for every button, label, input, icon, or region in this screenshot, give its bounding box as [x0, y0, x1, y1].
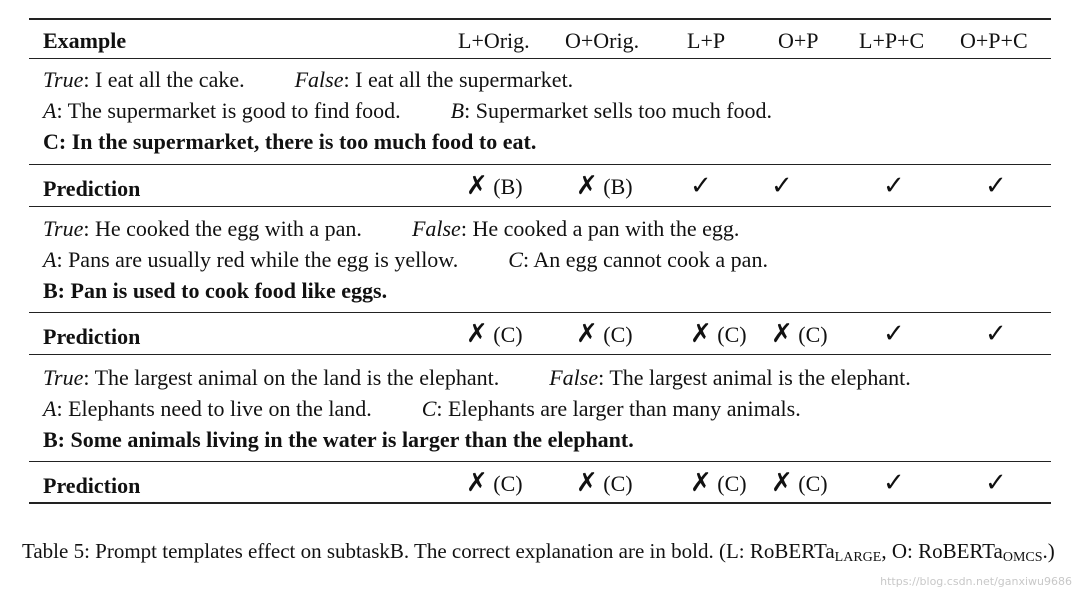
prediction-cell: [985, 321, 1007, 348]
group3-correct: B: Some animals living in the water is larger than the elephant.: [43, 427, 634, 452]
cross-icon: ✗: [690, 468, 712, 498]
group2-line1: [43, 216, 739, 242]
check-icon: ✓: [883, 468, 905, 498]
prediction-cell: [690, 173, 712, 200]
cross-icon: ✗: [771, 468, 793, 498]
group2-pred-rule: [29, 354, 1051, 355]
header-example: Example: [43, 28, 127, 53]
false-label: False: [411, 216, 461, 241]
header-rule: [29, 58, 1051, 59]
cross-icon: ✗: [576, 319, 598, 349]
cross-icon: ✗: [576, 171, 598, 201]
group3-line2: [43, 396, 801, 422]
top-rule: [29, 18, 1051, 20]
prediction-cell: [771, 321, 828, 348]
check-icon: ✓: [985, 319, 1007, 349]
group2-prediction-label: Prediction: [43, 324, 141, 349]
cross-icon: ✗: [466, 171, 488, 201]
option-c-label: C: [421, 396, 437, 421]
group2-line2: [43, 247, 768, 273]
group1-correct: C: In the supermarket, there is too much food to eat.: [43, 129, 537, 154]
option-a-text: : The supermarket is good to find food.: [56, 98, 401, 123]
group1-pred-rule: [29, 206, 1051, 207]
group1-line1: [43, 67, 573, 93]
prediction-cell: [690, 321, 747, 348]
group1-line2: [43, 98, 772, 124]
prediction-cell: [883, 321, 905, 348]
false-sentence: : He cooked a pan with the egg.: [460, 216, 740, 241]
prediction-note: (C): [792, 471, 828, 496]
cross-icon: ✗: [690, 319, 712, 349]
caption-sub-omcs: OMCS: [1002, 550, 1043, 565]
prediction-note: (C): [597, 322, 633, 347]
prediction-note: (B): [597, 174, 633, 199]
check-icon: ✓: [883, 171, 905, 201]
prediction-cell: [466, 470, 523, 497]
prediction-cell: [883, 470, 905, 497]
false-sentence: : I eat all the supermarket.: [343, 67, 574, 92]
check-icon: ✓: [985, 171, 1007, 201]
check-icon: ✓: [883, 319, 905, 349]
option-c-label: C: [508, 247, 523, 272]
true-sentence: : I eat all the cake.: [83, 67, 245, 92]
prediction-note: (C): [792, 322, 828, 347]
false-label: False: [294, 67, 344, 92]
prediction-cell: [466, 321, 523, 348]
option-b-text: : Supermarket sells too much food.: [464, 98, 773, 123]
group1-rule: [29, 164, 1051, 165]
prediction-cell: [576, 470, 633, 497]
true-label: True: [43, 365, 84, 390]
true-label: True: [43, 216, 84, 241]
group3-line1: [43, 365, 911, 391]
option-b-label: B: [450, 98, 465, 123]
prediction-note: (C): [487, 322, 523, 347]
cross-icon: ✗: [466, 319, 488, 349]
prediction-cell: [883, 173, 905, 200]
prediction-note: (C): [487, 471, 523, 496]
group2-correct: B: Pan is used to cook food like eggs.: [43, 278, 388, 303]
option-a-text: : Elephants need to live on the land.: [56, 396, 372, 421]
bottom-rule: [29, 502, 1051, 504]
prediction-note: (B): [487, 174, 523, 199]
header-col-l-p-c: L+P+C: [859, 28, 925, 53]
prediction-cell: [690, 470, 747, 497]
prediction-cell: [576, 321, 633, 348]
true-label: True: [43, 67, 84, 92]
option-a-text: : Pans are usually red while the egg is yellow.: [56, 247, 459, 272]
group3-prediction-label: Prediction: [43, 473, 141, 498]
true-sentence: : He cooked the egg with a pan.: [83, 216, 362, 241]
check-icon: ✓: [771, 171, 793, 201]
caption-text-1: Table 5: Prompt templates effect on subtaskB. The correct explanation are in bold. (L: RoBERTa: [22, 539, 835, 563]
true-sentence: : The largest animal on the land is the elephant.: [83, 365, 500, 390]
header-col-l-p: L+P: [687, 28, 726, 53]
check-icon: ✓: [690, 171, 712, 201]
table-caption: [22, 537, 1067, 566]
false-sentence: : The largest animal is the elephant.: [598, 365, 911, 390]
prediction-cell: [576, 173, 633, 200]
watermark: https://blog.csdn.net/ganxiwu9686: [880, 575, 1072, 588]
prediction-cell: [466, 173, 523, 200]
prediction-note: (C): [711, 471, 747, 496]
option-a-label: A: [43, 396, 57, 421]
option-a-label: A: [43, 98, 57, 123]
prediction-note: (C): [711, 322, 747, 347]
header-col-o-p: O+P: [778, 28, 819, 53]
prediction-cell: [985, 173, 1007, 200]
header-col-l-orig: L+Orig.: [458, 28, 530, 53]
check-icon: ✓: [985, 468, 1007, 498]
caption-text-2: , O: RoBERTa: [881, 539, 1003, 563]
caption-text-3: .): [1042, 539, 1055, 563]
prediction-note: (C): [597, 471, 633, 496]
option-c-text: : Elephants are larger than many animals.: [436, 396, 801, 421]
option-a-label: A: [43, 247, 57, 272]
false-label: False: [549, 365, 599, 390]
cross-icon: ✗: [576, 468, 598, 498]
cross-icon: ✗: [466, 468, 488, 498]
prediction-cell: [771, 470, 828, 497]
cross-icon: ✗: [771, 319, 793, 349]
header-col-o-orig: O+Orig.: [565, 28, 640, 53]
prediction-cell: [985, 470, 1007, 497]
group3-rule: [29, 461, 1051, 462]
caption-sub-large: LARGE: [834, 550, 882, 565]
option-c-text: : An egg cannot cook a pan.: [522, 247, 768, 272]
group1-prediction-label: Prediction: [43, 176, 141, 201]
group2-rule: [29, 312, 1051, 313]
header-col-o-p-c: O+P+C: [960, 28, 1028, 53]
prediction-cell: [771, 173, 793, 200]
